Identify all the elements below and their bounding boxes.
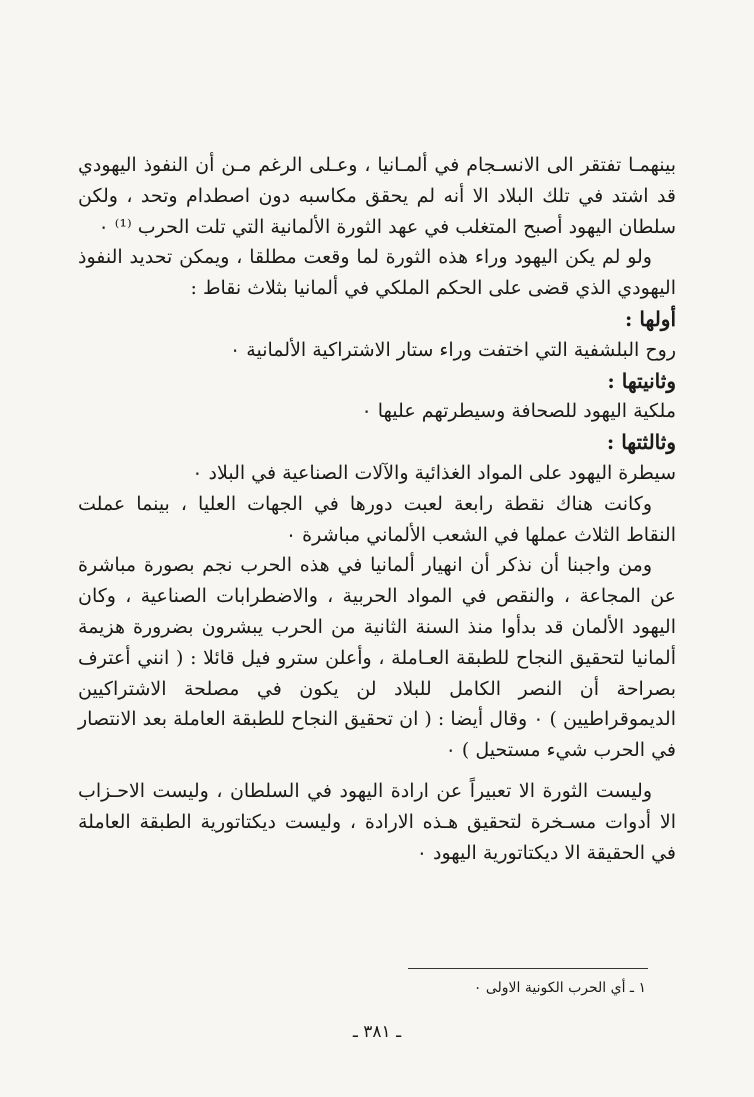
paragraph: وليست الثورة الا تعبيراً عن ارادة اليهود في السلطان ، وليست الاحـزاب الا أدوات مسـخرة لتحقيق هـذه الارادة ، وليست ديكتاتورية الطبقة العاملة في الحقيقة الا ديكتاتورية اليهود ٠ [78,779,676,864]
section-heading: وثالثتها : [606,430,676,455]
body-text [78,150,676,868]
section-heading: أولها : [625,306,676,331]
paragraph: وكانت هناك نقطة رابعة لعبت دورها في الجهات العليا ، بينما عملت النقاط الثلاث عملها في الشعب الألماني مباشرة ٠ [78,492,676,546]
footnote-divider [408,968,648,969]
paragraph: سيطرة اليهود على المواد الغذائية والآلات الصناعية في البلاد ٠ [192,461,676,484]
footnote: ١ ـ أي الحرب الكونية الاولى ٠ [473,980,646,996]
paragraph: ولو لم يكن اليهود وراء هذه الثورة لما وقعت مطلقا ، ويمكن تحديد النفوذ اليهودي الذي قضى على الحكم الملكي في ألمانيا بثلاث نقاط : [78,246,676,300]
page-number: ـ ٣٨١ ـ [352,1022,402,1042]
paragraph: ومن واجبنا أن نذكر أن انهيار ألمانيا في هذه الحرب نجم بصورة مباشرة عن المجاعة ، والنقص في المواد الحربية ، والاضطرابات الصناعية ، وكان اليهود الألمان قد بدأوا منذ السنة الثانية من الحرب يبشرون بضرورة هزيمة ألمانيا لتحقيق النجاح للطبقة العـاملة ، وأعلن سترو فيل قائلا : ( انني أعترف بصراحة أن النصر الكامل للبلاد لن يكون في مصلحة الاشتراكيين الديموقراطيين ) ٠ وقال أيضا : ( ان تحقيق النجاح للطبقة العاملة بعد الانتصار في الحرب شيء مستحيل ) ٠ [78,554,676,762]
paragraph: ملكية اليهود للصحافة وسيطرتهم عليها ٠ [361,400,676,423]
paragraph: روح البلشفية التي اختفت وراء ستار الاشتراكية الألمانية ٠ [230,338,676,361]
paragraph: بينهمـا تفتقر الى الانسـجام في ألمـانيا ، وعـلى الرغم مـن أن النفوذ اليهودي قد اشتد في تلك البلاد الا أنه لم يحقق مكاسبه دون اصطدام وتحد ، ولكن سلطان اليهود أصبح المتغلب في عهد الثورة الألمانية التي تلت الحرب ⁽¹⁾ ٠ [78,154,676,238]
section-heading: وثانيتها : [607,368,676,393]
